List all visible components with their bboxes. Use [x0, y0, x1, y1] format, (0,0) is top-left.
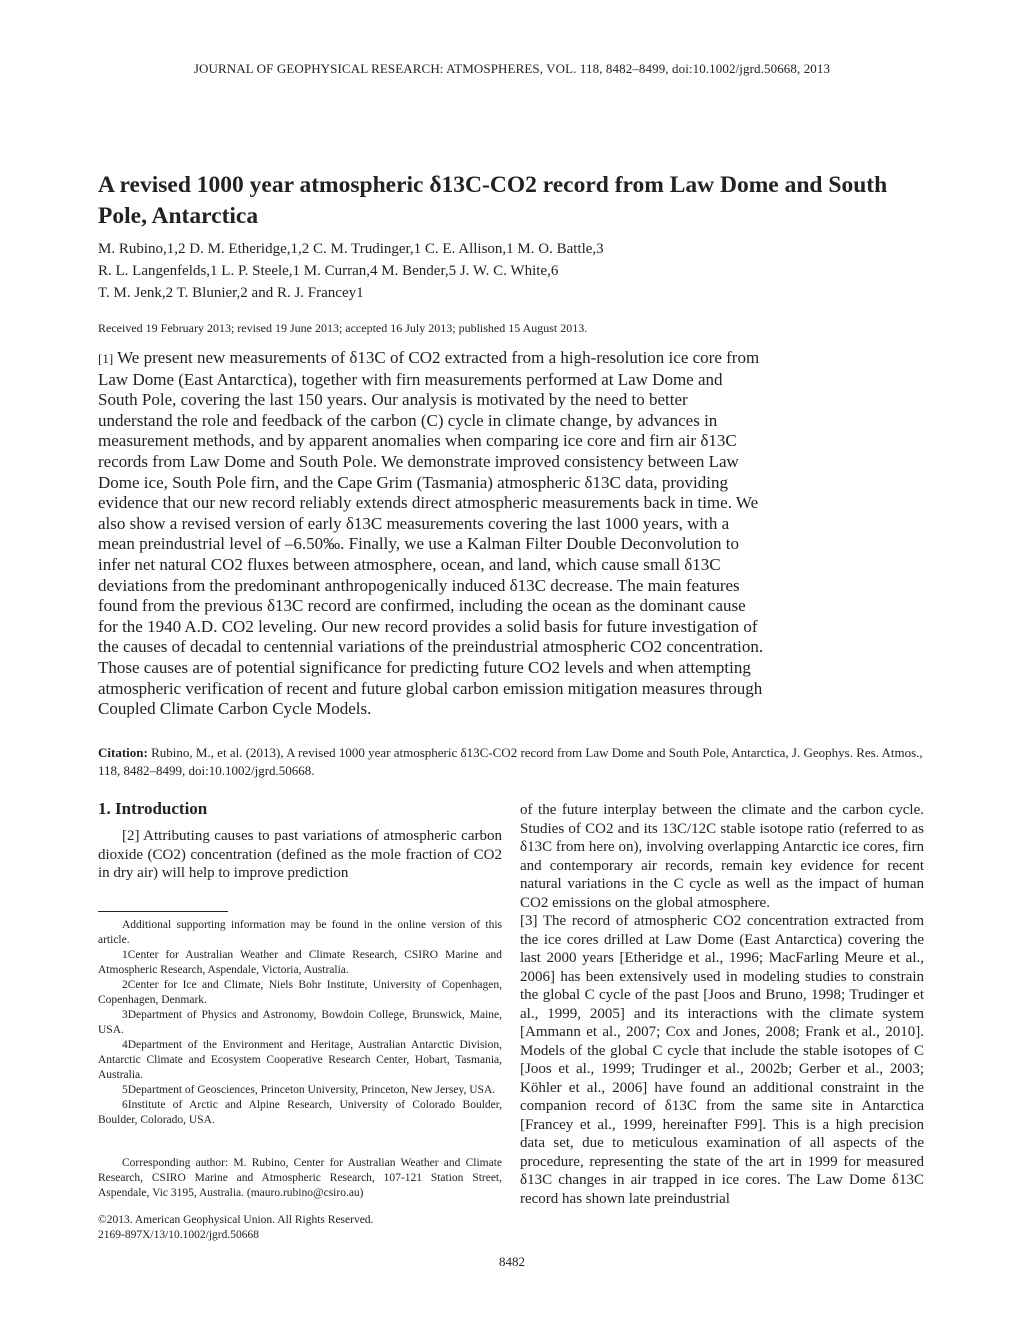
abstract-text: We present new measurements of δ13C of CO2 extracted from a high-resolution ice core from Law Dome (East Antarctica), together with firn measurements performed at Law Dome and South Pole, covering the last 150 years. Our analysis is motivated by the need to better understand the role and feedback of the carbon (C) cycle in climate change, by advances in measurement methods, and by apparent anomalies when comparing ice core and firn air δ13C records from Law Dome and South Pole. We demonstrate improved consistency between Law Dome ice, South Pole firn, and the Cape Grim (Tasmania) atmospheric δ13C data, providing evidence that our new record reliably extends direct atmospheric measurements back in time. We also show a revised version of early δ13C measurements covering the last 1000 years, with a mean preindustrial level of –6.50‰. Finally, we use a Kalman Filter Double Deconvolution to infer net natural CO2 fluxes between atmosphere, ocean, and land, which cause small δ13C deviations from the predominant anthropogenically induced δ13C decrease. The main features found from the previous δ13C record are confirmed, including the ocean as the dominant cause for the 1940 A.D. CO2 leveling. Our new record provides a solid basis for future investigation of the causes of decadal to centennial variations of the preindustrial atmospheric CO2 concentration. Those causes are of potential significance for predicting future CO2 levels and when attempting atmospheric verification of recent and future global carbon emission mitigation measures through Coupled Climate Carbon Cycle Models.	[98, 348, 764, 719]
footnote-rule	[98, 911, 228, 912]
corresponding-text: Corresponding author: M. Rubino, Center for Australian Weather and Climate Research, CSIRO Marine and Atmospheric Research, 107-121 Station Street, Aspendale, Vic 3195, Australia. (mauro.rubino@csiro.au)	[98, 1157, 502, 1199]
citation	[98, 744, 926, 780]
paragraph-text: [2] Attributing causes to past variations of atmospheric carbon dioxide (CO2) concentration (defined as the mole fraction of CO2 in dry air) will help to improve prediction	[98, 828, 502, 881]
footnote: 5Department of Geosciences, Princeton University, Princeton, New Jersey, USA.	[122, 1084, 496, 1096]
footnote: 2Center for Ice and Climate, Niels Bohr Institute, University of Copenhagen, Copenhagen, Denmark.	[98, 979, 502, 1006]
intro-paragraph-2	[98, 827, 502, 883]
issn-line: 2169-897X/13/10.1002/jgrd.50668	[98, 1229, 259, 1241]
footnote: 6Institute of Arctic and Alpine Research, University of Colorado Boulder, Boulder, Colorado, USA.	[98, 1099, 502, 1126]
author-list	[98, 238, 928, 304]
footnote: 1Center for Australian Weather and Climate Research, CSIRO Marine and Atmospheric Research, Aspendale, Victoria, Australia.	[98, 949, 502, 976]
corresponding-author	[98, 1156, 502, 1201]
page-number: 8482	[499, 1254, 525, 1269]
author-line: M. Rubino,1,2 D. M. Etheridge,1,2 C. M. Trudinger,1 C. E. Allison,1 M. O. Battle,3	[98, 241, 604, 257]
paragraph-number: [1]	[98, 351, 114, 366]
footnote: 4Department of the Environment and Heritage, Australian Antarctic Division, Antarctic Climate and Ecosystem Cooperative Research Center, Hobart, Tasmania, Australia.	[98, 1039, 502, 1081]
paragraph-continuation: of the future interplay between the climate and the carbon cycle. Studies of CO2 and its 13C/12C stable isotope ratio (referred to as δ13C from here on), involving overlapping Antarctic ice cores, firn and contemporary air records, remain key evidence for recent natural variations in the C cycle as well as the impact of human CO2 emissions on the global atmosphere.	[520, 802, 924, 911]
citation-text: Rubino, M., et al. (2013), A revised 1000 year atmospheric δ13C-CO2 record from Law Dome and South Pole, Antarctica, J. Geophys. Res. Atmos., 118, 8482–8499, doi:10.1002/jgrd.50668.	[98, 745, 923, 778]
footnotes	[98, 918, 502, 1128]
copyright	[98, 1213, 502, 1243]
intro-paragraph-3: [3] The record of atmospheric CO2 concentration extracted from the ice cores drilled at Law Dome (East Antarctica) covering the last 2000 years [Etheridge et al., 1996; MacFarling Meure et al., 2006] has been extensively used in modeling studies to constrain the global C cycle of the past [Joos and Bruno, 1998; Trudinger et al., 1999, 2005] and its interactions with the climate system [Ammann et al., 2007; Cox and Jones, 2008; Frank et al., 2010]. Models of the global C cycle that include the stable isotopes of C [Joos et al., 1999; Trudinger et al., 2002b; Gerber et al., 2003; Köhler et al., 2006] have found an additional constraint in the companion record of δ13C from the same site in Antarctica [Francey et al., 1999, hereinafter F99]. This is a high precision data set, due to meticulous examination of all aspects of the procedure, representing the state of the art in 1999 for measured δ13C changes in air trapped in ice cores. The Law Dome δ13C record has shown late preindustrial	[520, 913, 924, 1207]
paper-title: A revised 1000 year atmospheric δ13C-CO2 record from Law Dome and South Pole, Antarctica	[98, 172, 888, 229]
citation-label: Citation:	[98, 745, 148, 760]
author-line: R. L. Langenfelds,1 L. P. Steele,1 M. Curran,4 M. Bender,5 J. W. C. White,6	[98, 263, 559, 279]
author-line: T. M. Jenk,2 T. Blunier,2 and R. J. Francey1	[98, 285, 364, 301]
right-column	[520, 801, 924, 1208]
copyright-line: ©2013. American Geophysical Union. All Rights Reserved.	[98, 1214, 374, 1226]
footnote: Additional supporting information may be found in the online version of this article.	[98, 919, 502, 946]
journal-header: JOURNAL OF GEOPHYSICAL RESEARCH: ATMOSPHERES, VOL. 118, 8482–8499, doi:10.1002/jgrd.50668, 2013	[193, 61, 831, 76]
section-heading: 1. Introduction	[98, 799, 208, 818]
abstract	[98, 348, 764, 720]
footnote: 3Department of Physics and Astronomy, Bowdoin College, Brunswick, Maine, USA.	[98, 1009, 502, 1036]
received-dates: Received 19 February 2013; revised 19 June 2013; accepted 16 July 2013; published 15 August 2013.	[98, 321, 588, 335]
